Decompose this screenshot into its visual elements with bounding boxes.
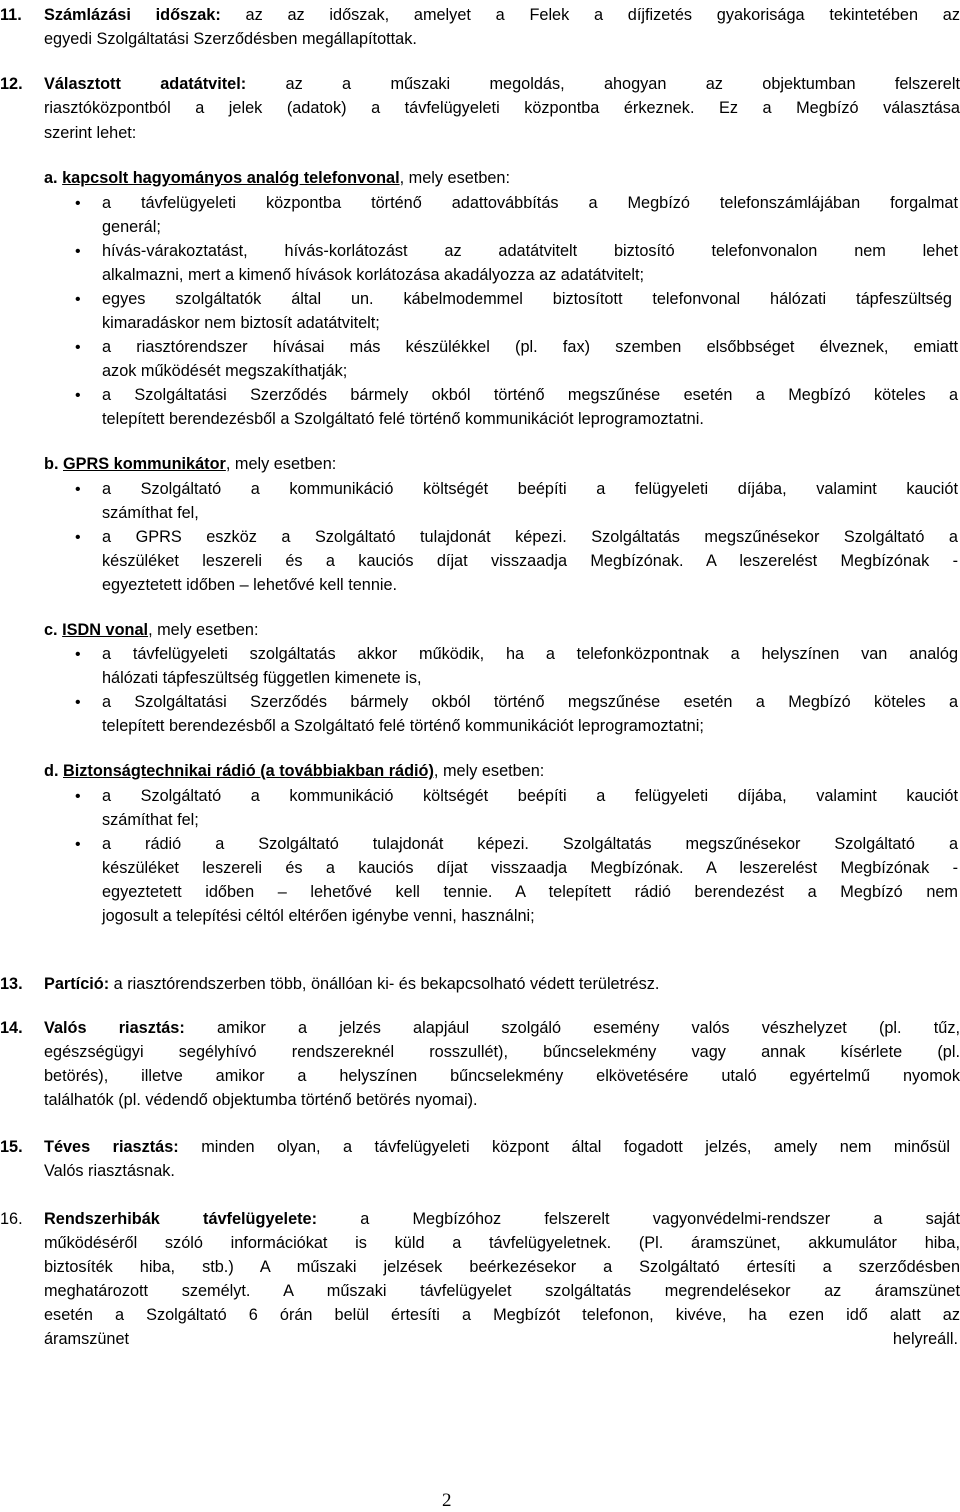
item-number: 13. xyxy=(0,975,23,993)
option-term: Biztonságtechnikai rádió (a továbbiakban rádió) xyxy=(63,762,434,780)
definition-line: betörés), illetve amikor a helyszínen bűncselekmény elkövetésére utaló egyértelmű nyomok xyxy=(44,1067,960,1085)
bullet-line: telepített berendezésből a Szolgáltató felé történő kommunikációt leprogramoztatni. xyxy=(102,410,704,428)
bullet-line: egyes szolgáltatók által un. kábelmodemmel biztosított telefonvonal hálózati tápfeszültség xyxy=(102,290,952,308)
definition-term: Választott adatátvitel: xyxy=(44,75,247,93)
bullet-line: készüléket leszereli és a kauciós díjat visszaadja Megbízónak. A leszerelést Megbízónak - xyxy=(102,552,958,570)
bullet-icon: • xyxy=(75,339,81,356)
bullet-line: készüléket leszereli és a kauciós díjat visszaadja Megbízónak. A leszerelést Megbízónak - xyxy=(102,859,958,877)
bullet-line: generál; xyxy=(102,218,161,236)
bullet-line: a távfelügyeleti szolgáltatás akkor működik, ha a telefonközpontnak a helyszínen van analóg xyxy=(102,645,958,663)
bullet-icon: • xyxy=(75,387,81,404)
definition-term: Rendszerhibák távfelügyelete: xyxy=(44,1210,318,1228)
bullet-line: a Szolgáltató a kommunikáció költségét beépíti a felügyeleti díjába, valamint kauciót xyxy=(102,787,958,805)
bullet-line: telepített berendezésből a Szolgáltató felé történő kommunikációt leprogramoztatni; xyxy=(102,717,704,735)
definition-line: riasztóközpontból a jelek (adatok) a távfelügyeleti központba érkeznek. Ez a Megbízó választása xyxy=(44,99,960,117)
definition-line: Partíció: a riasztórendszerben több, önállóan ki- és bekapcsolható védett területrész. xyxy=(44,975,660,993)
bullet-icon: • xyxy=(75,694,81,711)
definition-line: biztosíték hiba, stb.) A műszaki jelzések beérkezésekor a Szolgáltató értesíti a szerződésben xyxy=(44,1258,960,1276)
definition-line: egyedi Szolgáltatási Szerződésben megállapítottak. xyxy=(44,30,417,48)
definition-line: esetén a Szolgáltató 6 órán belül értesíti a Megbízót telefonon, kivéve, ha ezen idő alatt az xyxy=(44,1306,960,1324)
option-heading: a. kapcsolt hagyományos analóg telefonvonal, mely esetben: xyxy=(44,169,511,187)
option-term: kapcsolt hagyományos analóg telefonvonal xyxy=(62,169,400,187)
bullet-line: hálózati tápfeszültség független kimenete is, xyxy=(102,669,422,687)
definition-line: Valós riasztásnak. xyxy=(44,1162,175,1180)
bullet-line: a Szolgáltatási Szerződés bármely okból történő megszűnése esetén a Megbízó köteles a xyxy=(102,693,958,711)
definition-line: Téves riasztás: minden olyan, a távfelügyeleti központ által fogadott jelzés, amely nem minősül xyxy=(44,1138,950,1156)
definition-term: Téves riasztás: xyxy=(44,1138,179,1156)
option-term: GPRS kommunikátor xyxy=(63,455,226,473)
bullet-icon: • xyxy=(75,529,81,546)
bullet-line: a GPRS eszköz a Szolgáltató tulajdonát képezi. Szolgáltatás megszűnésekor Szolgáltató a xyxy=(102,528,958,546)
option-heading: d. Biztonságtechnikai rádió (a továbbiakban rádió), mely esetben: xyxy=(44,762,545,780)
bullet-line: azok működését megszakíthatják; xyxy=(102,362,348,380)
bullet-icon: • xyxy=(75,646,81,663)
bullet-line: egyeztetett időben – lehetővé kell tennie. xyxy=(102,576,398,594)
bullet-line: alkalmazni, mert a kimenő hívások korlátozása akadályozza az adatátvitelt; xyxy=(102,266,645,284)
bullet-line: kimaradáskor nem biztosít adatátvitelt; xyxy=(102,314,380,332)
bullet-line: számíthat fel; xyxy=(102,811,199,829)
definition-line: találhatók (pl. védendő objektumba történő betörés nyomai). xyxy=(44,1091,478,1109)
definition-line: áramszünet xyxy=(44,1330,130,1348)
item-number: 11. xyxy=(0,6,22,24)
bullet-line: a riasztórendszer hívásai más készülékkel (pl. fax) szemben elsőbbséget élveznek, emiatt xyxy=(102,338,958,356)
bullet-icon: • xyxy=(75,195,81,212)
definition-line: Rendszerhibák távfelügyelete: a Megbízóhoz felszerelt vagyonvédelmi-rendszer a saját xyxy=(44,1210,960,1228)
option-heading: c. ISDN vonal, mely esetben: xyxy=(44,621,259,639)
item-number: 14. xyxy=(0,1019,23,1037)
definition-line: helyreáll. xyxy=(892,1330,958,1348)
definition-line: szerint lehet: xyxy=(44,124,137,142)
definition-term: Partíció: xyxy=(44,975,110,993)
definition-line: Valós riasztás: amikor a jelzés alapjául szolgáló esemény valós vészhelyzet (pl. tűz, xyxy=(44,1019,960,1037)
bullet-icon: • xyxy=(75,481,81,498)
definition-line: Számlázási időszak: az az időszak, amelyet a Felek a díjfizetés gyakorisága tekintetében az xyxy=(44,6,960,24)
option-heading: b. GPRS kommunikátor, mely esetben: xyxy=(44,455,337,473)
definition-term: Valós riasztás: xyxy=(44,1019,185,1037)
definition-line: Választott adatátvitel: az a műszaki megoldás, ahogyan az objektumban felszerelt xyxy=(44,75,960,93)
bullet-line: jogosult a telepítési céltól eltérően igénybe venni, használni; xyxy=(102,907,535,925)
bullet-line: egyeztetett időben – lehetővé kell tennie. A telepített rádió berendezést a Megbízó nem xyxy=(102,883,958,901)
definition-line: meghatározott személyt. A műszaki távfelügyelet szolgáltatás megrendelésekor az áramszünet xyxy=(44,1282,960,1300)
bullet-line: a Szolgáltató a kommunikáció költségét beépíti a felügyeleti díjába, valamint kauciót xyxy=(102,480,958,498)
bullet-line: a távfelügyeleti központba történő adattovábbítás a Megbízó telefonszámlájában forgalmat xyxy=(102,194,958,212)
bullet-line: hívás-várakoztatást, hívás-korlátozást az adatátvitelt biztosító telefonvonalon nem lehet xyxy=(102,242,958,260)
item-number: 15. xyxy=(0,1138,23,1156)
bullet-line: számíthat fel, xyxy=(102,504,199,522)
definition-line: egészségügyi segélyhívó rendszereknél rosszullét), bűncselekmény vagy annak kísérlete (pl. xyxy=(44,1043,960,1061)
definition-term: Számlázási időszak: xyxy=(44,6,221,24)
bullet-icon: • xyxy=(75,243,81,260)
bullet-icon: • xyxy=(75,291,81,308)
bullet-icon: • xyxy=(75,836,81,853)
page-number: 2 xyxy=(442,1490,452,1511)
bullet-icon: • xyxy=(75,788,81,805)
bullet-line: a Szolgáltatási Szerződés bármely okból történő megszűnése esetén a Megbízó köteles a xyxy=(102,386,958,404)
bullet-line: a rádió a Szolgáltató tulajdonát képezi. Szolgáltatás megszűnésekor Szolgáltató a xyxy=(102,835,958,853)
definition-line: működéséről szóló információkat is küld a távfelügyeletnek. (Pl. áramszünet, akkumulátor hiba, xyxy=(44,1234,960,1252)
item-number: 12. xyxy=(0,75,23,93)
option-term: ISDN vonal xyxy=(62,621,149,639)
item-number: 16. xyxy=(0,1210,23,1228)
